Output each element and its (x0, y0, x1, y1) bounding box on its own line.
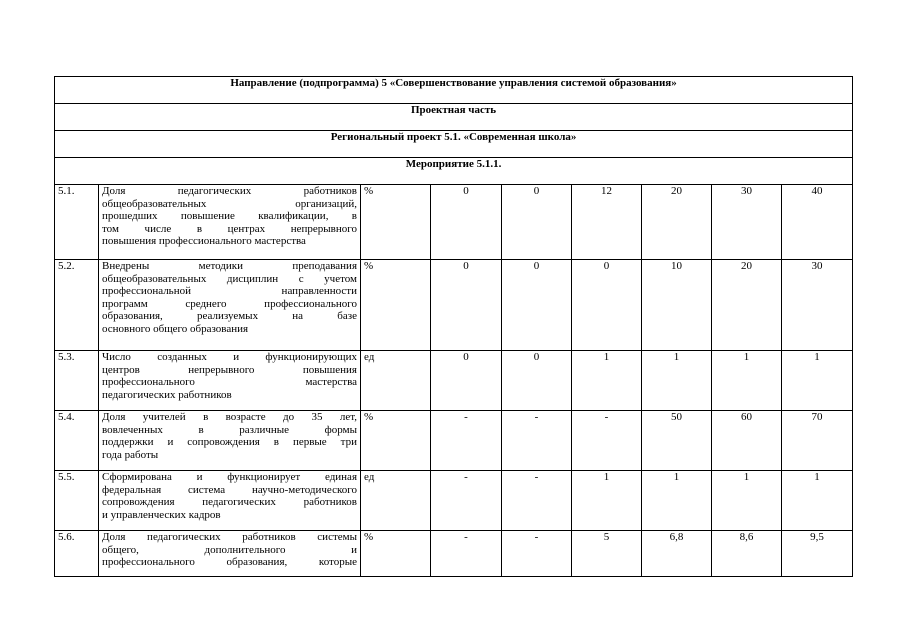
description-line: основного общего образования (102, 322, 249, 335)
description-line: Сформирована и функционирует единая (102, 471, 357, 483)
unit-cell: % (361, 411, 431, 471)
row-number: 5.2. (55, 260, 99, 351)
value-cell: 20 (642, 185, 712, 260)
description-line: педагогических работников (102, 388, 232, 401)
description-line: профессионального мастерства (102, 376, 357, 389)
value-cell: - (431, 471, 502, 531)
description-line: том числе в центрах непрерывного (102, 222, 357, 235)
indicator-description (99, 351, 361, 411)
description-line: прошедших повышение квалификации, в (102, 210, 357, 223)
description-line: Внедрены методики преподавания (102, 260, 357, 272)
value-cell: - (502, 471, 572, 531)
row-number: 5.3. (55, 351, 99, 411)
indicator-description (99, 471, 361, 531)
value-cell: 20 (712, 260, 782, 351)
indicator-description (99, 411, 361, 471)
value-cell: 5 (572, 531, 642, 577)
description-line: программ среднего профессионального (102, 297, 357, 310)
value-cell: 1 (782, 351, 853, 411)
value-cell: 1 (712, 351, 782, 411)
value-cell: 6,8 (642, 531, 712, 577)
unit-cell: ед (361, 471, 431, 531)
description-line: года работы (102, 448, 159, 461)
table-row (55, 531, 853, 577)
value-cell: 1 (642, 351, 712, 411)
description-line: общеобразовательных организаций, (102, 197, 357, 210)
measure-title: Мероприятие 5.1.1. (55, 158, 853, 185)
value-cell: 0 (572, 260, 642, 351)
value-cell: 1 (782, 471, 853, 531)
description-line: образования, реализуемых на базе (102, 310, 357, 323)
value-cell: 40 (782, 185, 853, 260)
value-cell: - (572, 411, 642, 471)
value-cell: 1 (642, 471, 712, 531)
measure-row (55, 158, 853, 185)
value-cell: 0 (431, 260, 502, 351)
value-cell: 0 (502, 185, 572, 260)
value-cell: 1 (572, 351, 642, 411)
indicator-description (99, 531, 361, 577)
value-cell: 12 (572, 185, 642, 260)
row-number: 5.5. (55, 471, 99, 531)
table-row (55, 411, 853, 471)
regional-project-title: Региональный проект 5.1. «Современная школа» (55, 131, 853, 158)
description-line: и управленческих кадров (102, 508, 221, 521)
value-cell: 8,6 (712, 531, 782, 577)
project-part-title: Проектная часть (55, 104, 853, 131)
indicators-table (54, 76, 853, 577)
value-cell: 10 (642, 260, 712, 351)
direction-title: Направление (подпрограмма) 5 «Совершенствование управления системой образования» (55, 77, 853, 104)
description-line: повышения профессионального мастерства (102, 235, 306, 248)
table-row (55, 351, 853, 411)
description-line: сопровождения педагогических работников (102, 496, 357, 509)
value-cell: 0 (502, 260, 572, 351)
row-number: 5.6. (55, 531, 99, 577)
table-row (55, 185, 853, 260)
value-cell: - (502, 531, 572, 577)
value-cell: - (502, 411, 572, 471)
description-line: вовлеченных в различные формы (102, 423, 357, 436)
row-number: 5.1. (55, 185, 99, 260)
unit-cell: % (361, 260, 431, 351)
description-line: профессиональной направленности (102, 285, 357, 298)
value-cell: 0 (431, 185, 502, 260)
value-cell: 30 (782, 260, 853, 351)
description-line: Число созданных и функционирующих (102, 351, 357, 363)
value-cell: 0 (502, 351, 572, 411)
unit-cell: % (361, 531, 431, 577)
description-line: Доля педагогических работников (102, 185, 357, 197)
indicator-description (99, 185, 361, 260)
description-line: центров непрерывного повышения (102, 363, 357, 376)
value-cell: - (431, 411, 502, 471)
description-line: профессионального образования, которые (102, 556, 357, 569)
direction-header-row (55, 77, 853, 104)
value-cell: 0 (431, 351, 502, 411)
value-cell: 60 (712, 411, 782, 471)
unit-cell: ед (361, 351, 431, 411)
description-line: общеобразовательных дисциплин с учетом (102, 272, 357, 285)
value-cell: 1 (572, 471, 642, 531)
description-line: Доля педагогических работников системы (102, 531, 357, 543)
unit-cell: % (361, 185, 431, 260)
value-cell: 1 (712, 471, 782, 531)
value-cell: 70 (782, 411, 853, 471)
regional-project-row (55, 131, 853, 158)
value-cell: 50 (642, 411, 712, 471)
table-row (55, 260, 853, 351)
description-line: федеральная система научно-методического (102, 483, 357, 496)
table-row (55, 471, 853, 531)
value-cell: 9,5 (782, 531, 853, 577)
description-line: поддержки и сопровождения в первые три (102, 436, 357, 449)
row-number: 5.4. (55, 411, 99, 471)
description-line: Доля учителей в возрасте до 35 лет, (102, 411, 357, 423)
project-part-row (55, 104, 853, 131)
indicator-description (99, 260, 361, 351)
description-line: общего, дополнительного и (102, 543, 357, 556)
value-cell: 30 (712, 185, 782, 260)
value-cell: - (431, 531, 502, 577)
